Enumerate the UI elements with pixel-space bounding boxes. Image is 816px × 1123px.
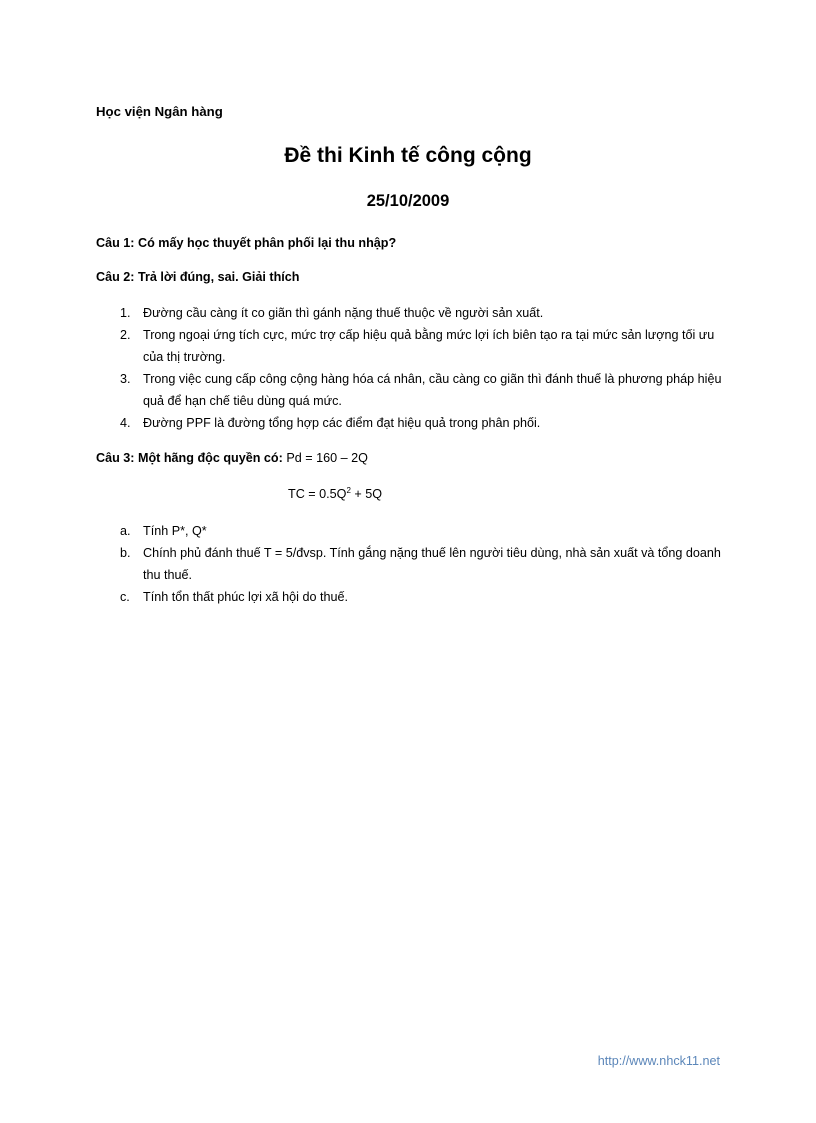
list-item <box>96 368 736 412</box>
list-marker: b. <box>120 546 131 560</box>
page-title: Đề thi Kinh tế công cộng <box>284 144 532 167</box>
list-marker: 3. <box>120 372 131 386</box>
question-3-heading <box>96 451 368 465</box>
list-item-text: Đường cầu càng ít co giãn thì gánh nặng thuế thuộc về người sản xuất. <box>143 306 544 320</box>
list-item-text: Tính tổn thất phúc lợi xã hội do thuế. <box>143 590 348 604</box>
exam-date: 25/10/2009 <box>366 192 450 210</box>
cost-function <box>288 486 382 501</box>
question-2-heading: Câu 2: Trả lời đúng, sai. Giải thích <box>96 270 300 284</box>
footer-link[interactable]: http://www.nhck11.net <box>597 1054 720 1068</box>
list-item-text: Tính P*, Q* <box>143 524 207 538</box>
list-item-text: Đường PPF là đường tổng hợp các điểm đạt hiệu quả trong phân phối. <box>143 416 541 430</box>
question-1-heading: Câu 1: Có mấy học thuyết phân phối lại thu nhập? <box>96 236 397 250</box>
question-3-list <box>96 520 736 608</box>
question-3-heading-text: Câu 3: Một hãng độc quyền có: <box>96 451 283 465</box>
list-item <box>96 586 736 608</box>
list-marker: 2. <box>120 328 131 342</box>
list-marker: c. <box>120 590 130 604</box>
list-item <box>96 412 736 434</box>
cost-function-exponent: 2 <box>346 486 351 495</box>
list-marker: a. <box>120 524 131 538</box>
question-2-list <box>96 302 736 434</box>
cost-function-prefix: TC = 0.5Q <box>288 487 347 501</box>
list-item <box>96 520 736 542</box>
list-item-text: Trong việc cung cấp công cộng hàng hóa cá nhân, cầu càng co giãn thì đánh thuế là phương pháp hiệu quả để hạn chế tiêu dùng quá mức. <box>143 372 722 408</box>
demand-function: Pd = 160 – 2Q <box>286 451 368 465</box>
list-item <box>96 324 736 368</box>
institution-name: Học viện Ngân hàng <box>96 104 223 119</box>
list-marker: 4. <box>120 416 131 430</box>
list-item-text: Chính phủ đánh thuế T = 5/đvsp. Tính gắng nặng thuế lên người tiêu dùng, nhà sản xuất và tổng doanh thu thuế. <box>143 546 721 582</box>
cost-function-suffix: + 5Q <box>350 487 383 501</box>
list-item-text: Trong ngoại ứng tích cực, mức trợ cấp hiệu quả bằng mức lợi ích biên tạo ra tại mức sản lượng tối ưu của thị trường. <box>143 328 715 364</box>
list-item <box>96 542 736 586</box>
list-marker: 1. <box>120 306 131 320</box>
list-item <box>96 302 736 324</box>
